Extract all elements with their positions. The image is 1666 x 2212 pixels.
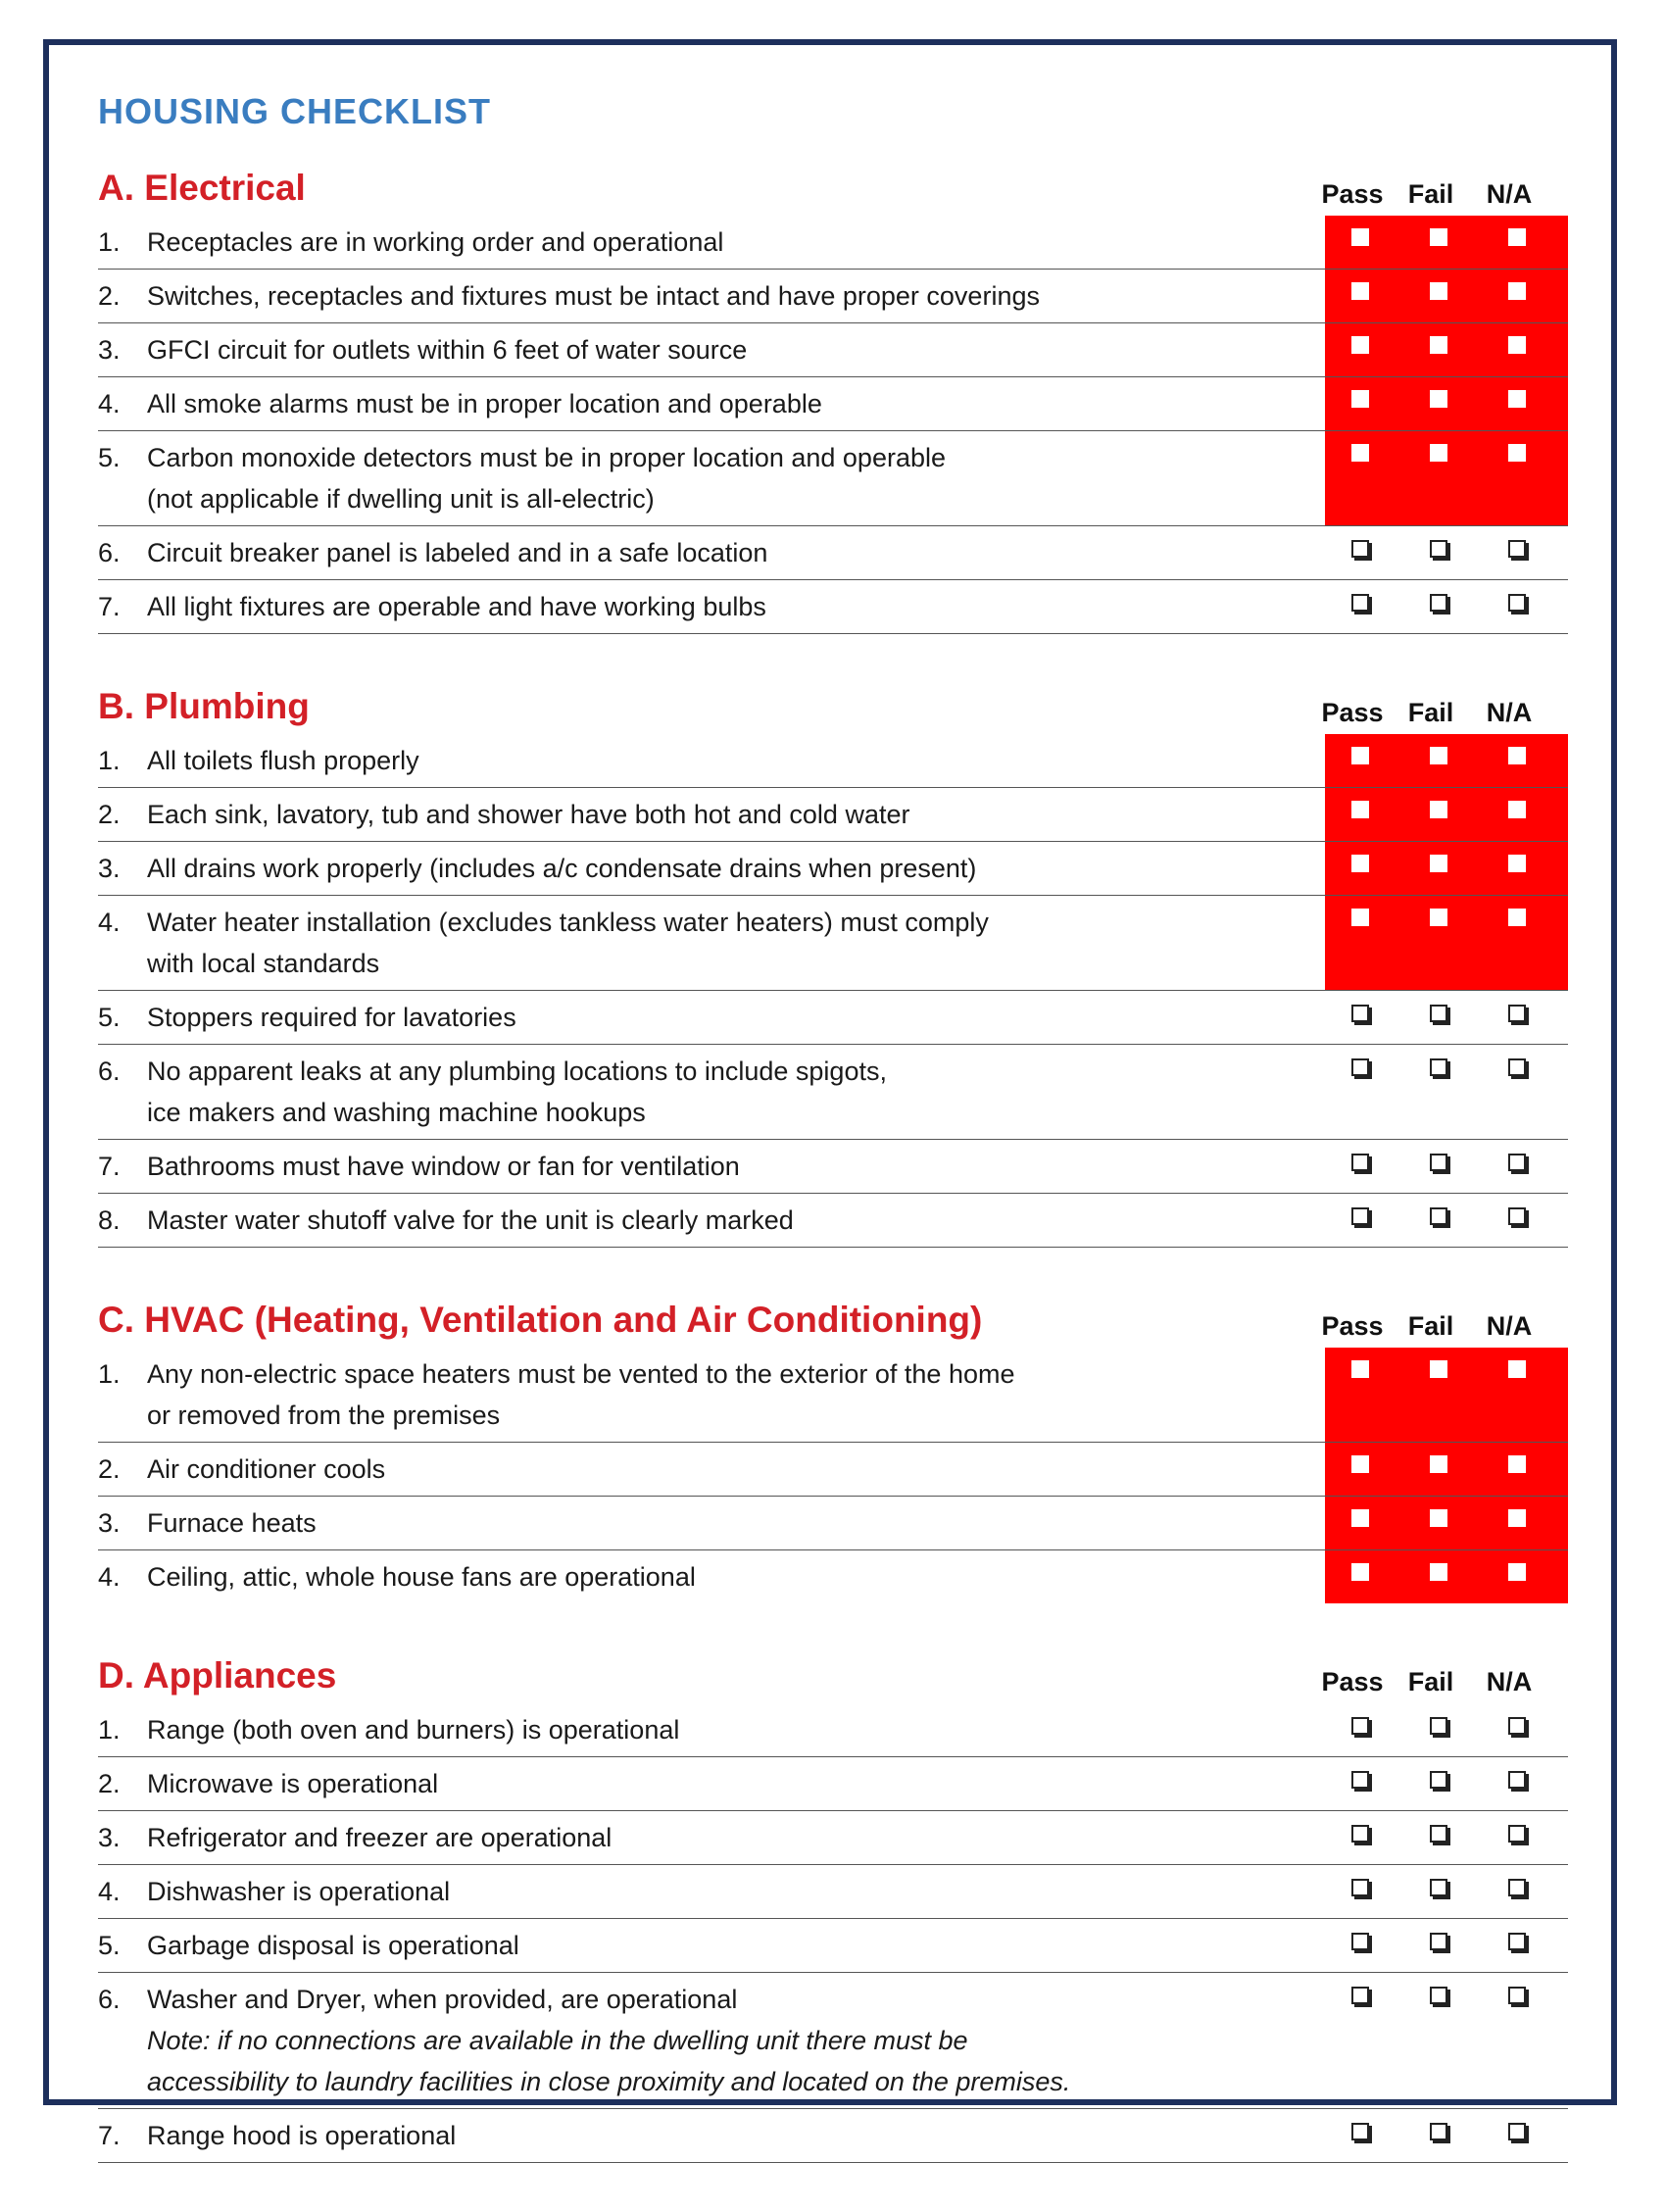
na-checkbox[interactable] [1508, 282, 1526, 300]
required-highlight [1325, 216, 1568, 269]
required-highlight [1325, 1348, 1568, 1442]
fail-checkbox[interactable] [1430, 1879, 1447, 1896]
fail-checkbox[interactable] [1430, 1987, 1447, 2004]
item-text [147, 431, 1127, 525]
fail-checkbox[interactable] [1430, 747, 1447, 764]
item-text [147, 2109, 1127, 2162]
pass-checkbox[interactable] [1351, 1771, 1369, 1789]
item-text-line: Water heater installation (excludes tankless water heaters) must comply [147, 908, 989, 937]
item-text [147, 526, 1127, 579]
na-checkbox[interactable] [1508, 1933, 1526, 1950]
required-highlight [1325, 734, 1568, 787]
column-headers [1321, 1310, 1568, 1342]
item-number: 2. [98, 1769, 121, 1798]
item-text-line: Any non-electric space heaters must be vented to the exterior of the home [147, 1359, 1015, 1389]
na-checkbox[interactable] [1508, 390, 1526, 408]
item-text-line: Carbon monoxide detectors must be in proper location and operable [147, 443, 946, 472]
fail-checkbox[interactable] [1430, 594, 1447, 612]
checkbox-group [1325, 991, 1568, 1044]
item-text-line: Stoppers required for lavatories [147, 1003, 516, 1032]
checkbox-group [1325, 1757, 1568, 1810]
na-checkbox[interactable] [1508, 444, 1526, 462]
na-checkbox[interactable] [1508, 1455, 1526, 1473]
fail-checkbox[interactable] [1430, 1058, 1447, 1076]
item-number: 1. [98, 1715, 121, 1745]
required-highlight [1325, 377, 1568, 430]
pass-checkbox[interactable] [1351, 1563, 1369, 1581]
checklist-row [98, 431, 1568, 526]
item-text [147, 1194, 1127, 1247]
pass-checkbox[interactable] [1351, 1717, 1369, 1735]
required-highlight [1325, 1550, 1568, 1603]
checklist-row [98, 1348, 1568, 1443]
pass-checkbox[interactable] [1351, 2123, 1369, 2140]
fail-checkbox[interactable] [1430, 855, 1447, 872]
fail-checkbox[interactable] [1430, 1154, 1447, 1171]
section-title: B. Plumbing [98, 686, 310, 726]
checklist-row [98, 1703, 1568, 1757]
item-number: 3. [98, 854, 121, 883]
pass-checkbox[interactable] [1351, 1005, 1369, 1022]
item-text [147, 734, 1127, 787]
checklist-row [98, 1811, 1568, 1865]
checklist-row [98, 377, 1568, 431]
item-text [147, 1140, 1127, 1193]
item-text-line: Bathrooms must have window or fan for ventilation [147, 1152, 740, 1181]
fail-checkbox[interactable] [1430, 228, 1447, 246]
required-highlight [1325, 323, 1568, 376]
checklist-section [98, 165, 1568, 634]
section-header [98, 1652, 1568, 1703]
required-highlight [1325, 896, 1568, 990]
column-header-pass: Pass [1321, 698, 1384, 727]
column-headers [1321, 1666, 1568, 1697]
fail-checkbox[interactable] [1430, 390, 1447, 408]
item-text-line: Range hood is operational [147, 2121, 457, 2150]
column-header-pass: Pass [1321, 1311, 1384, 1341]
checklist-row [98, 896, 1568, 991]
fail-checkbox[interactable] [1430, 1771, 1447, 1789]
checklist-document [98, 90, 1568, 2212]
item-text [147, 323, 1127, 376]
item-text-line: or removed from the premises [147, 1401, 501, 1430]
pass-checkbox[interactable] [1351, 801, 1369, 818]
checkbox-group [1325, 526, 1568, 579]
checkbox-group [1325, 1919, 1568, 1972]
item-text [147, 788, 1127, 841]
column-headers [1321, 697, 1568, 728]
item-text-line: GFCI circuit for outlets within 6 feet of water source [147, 335, 748, 365]
item-text-line: All drains work properly (includes a/c condensate drains when present) [147, 854, 977, 883]
item-text-line: Garbage disposal is operational [147, 1931, 519, 1960]
checkbox-group [1325, 1045, 1568, 1139]
na-checkbox[interactable] [1508, 1360, 1526, 1378]
item-text-line: Receptacles are in working order and operational [147, 227, 724, 257]
item-text [147, 842, 1127, 895]
item-text-line: No apparent leaks at any plumbing locations to include spigots, [147, 1057, 887, 1086]
fail-checkbox[interactable] [1430, 1509, 1447, 1527]
item-number: 6. [98, 538, 121, 567]
item-text [147, 1348, 1127, 1442]
column-header-na: N/A [1486, 1311, 1533, 1341]
section-title: D. Appliances [98, 1655, 337, 1696]
na-checkbox[interactable] [1508, 1771, 1526, 1789]
item-number: 5. [98, 1003, 121, 1032]
na-checkbox[interactable] [1508, 855, 1526, 872]
section-header [98, 165, 1568, 216]
item-text [147, 1811, 1127, 1864]
na-checkbox[interactable] [1508, 2123, 1526, 2140]
item-number: 2. [98, 1454, 121, 1484]
checklist-row [98, 1140, 1568, 1194]
item-number: 8. [98, 1205, 121, 1235]
item-number: 2. [98, 281, 121, 311]
item-text-line: Circuit breaker panel is labeled and in a safe location [147, 538, 768, 567]
na-checkbox[interactable] [1508, 1207, 1526, 1225]
checklist-section [98, 683, 1568, 1248]
checklist-row [98, 580, 1568, 634]
item-number: 1. [98, 227, 121, 257]
na-checkbox[interactable] [1508, 1005, 1526, 1022]
item-text-line: All light fixtures are operable and have working bulbs [147, 592, 766, 621]
checklist-row [98, 1443, 1568, 1497]
item-text-line: Furnace heats [147, 1508, 317, 1538]
item-text [147, 377, 1127, 430]
checklist-row [98, 270, 1568, 323]
na-checkbox[interactable] [1508, 1987, 1526, 2004]
item-number: 3. [98, 1823, 121, 1852]
pass-checkbox[interactable] [1351, 1825, 1369, 1843]
pass-checkbox[interactable] [1351, 444, 1369, 462]
checkbox-group [1325, 2109, 1568, 2162]
checklist-section [98, 1297, 1568, 1603]
required-highlight [1325, 788, 1568, 841]
pass-checkbox[interactable] [1351, 1879, 1369, 1896]
checklist-row [98, 2109, 1568, 2163]
required-highlight [1325, 270, 1568, 322]
pass-checkbox[interactable] [1351, 1455, 1369, 1473]
column-header-fail: Fail [1407, 179, 1454, 209]
checklist-row [98, 1194, 1568, 1248]
checkbox-group [1325, 1194, 1568, 1247]
item-text [147, 1973, 1127, 2108]
fail-checkbox[interactable] [1430, 444, 1447, 462]
checkbox-group [1325, 1865, 1568, 1918]
checkbox-group [1325, 580, 1568, 633]
na-checkbox[interactable] [1508, 1154, 1526, 1171]
item-text-line: Air conditioner cools [147, 1454, 386, 1484]
fail-checkbox[interactable] [1430, 336, 1447, 354]
pass-checkbox[interactable] [1351, 336, 1369, 354]
na-checkbox[interactable] [1508, 228, 1526, 246]
checklist-row [98, 1757, 1568, 1811]
fail-checkbox[interactable] [1430, 1563, 1447, 1581]
item-text [147, 896, 1127, 990]
column-header-na: N/A [1486, 698, 1533, 727]
item-number: 5. [98, 443, 121, 472]
checklist-row [98, 216, 1568, 270]
item-text-line: All toilets flush properly [147, 746, 419, 775]
checkbox-group [1325, 1703, 1568, 1756]
checklist-row [98, 1973, 1568, 2109]
checklist-row [98, 842, 1568, 896]
item-number: 5. [98, 1931, 121, 1960]
checkbox-group [1325, 1811, 1568, 1864]
fail-checkbox[interactable] [1430, 1455, 1447, 1473]
item-text-line: Washer and Dryer, when provided, are operational [147, 1985, 738, 2014]
pass-checkbox[interactable] [1351, 1509, 1369, 1527]
item-note-line: Note: if no connections are available in the dwelling unit there must be [147, 2026, 968, 2055]
checklist-row [98, 1865, 1568, 1919]
item-text [147, 1045, 1127, 1139]
pass-checkbox[interactable] [1351, 282, 1369, 300]
item-text [147, 216, 1127, 269]
checklist-section [98, 1652, 1568, 2163]
checklist-row [98, 1919, 1568, 1973]
section-title: A. Electrical [98, 168, 306, 208]
na-checkbox[interactable] [1508, 909, 1526, 926]
column-header-fail: Fail [1407, 1667, 1454, 1696]
pass-checkbox[interactable] [1351, 390, 1369, 408]
item-text-line: Each sink, lavatory, tub and shower have both hot and cold water [147, 800, 910, 829]
item-text-line: Refrigerator and freezer are operational [147, 1823, 612, 1852]
column-header-pass: Pass [1321, 1667, 1384, 1696]
item-number: 1. [98, 1359, 121, 1389]
item-text-line: Ceiling, attic, whole house fans are operational [147, 1562, 696, 1592]
item-number: 4. [98, 908, 121, 937]
fail-checkbox[interactable] [1430, 1005, 1447, 1022]
pass-checkbox[interactable] [1351, 594, 1369, 612]
item-text-line: Dishwasher is operational [147, 1877, 451, 1906]
pass-checkbox[interactable] [1351, 1154, 1369, 1171]
checklist-row [98, 788, 1568, 842]
item-number: 7. [98, 2121, 121, 2150]
item-number: 6. [98, 1057, 121, 1086]
item-text [147, 1919, 1127, 1972]
section-header [98, 1297, 1568, 1348]
na-checkbox[interactable] [1508, 1717, 1526, 1735]
item-text [147, 1497, 1127, 1549]
na-checkbox[interactable] [1508, 801, 1526, 818]
item-number: 3. [98, 1508, 121, 1538]
fail-checkbox[interactable] [1430, 1717, 1447, 1735]
column-header-pass: Pass [1321, 179, 1384, 209]
item-text-line: ice makers and washing machine hookups [147, 1098, 646, 1127]
required-highlight [1325, 842, 1568, 895]
item-text [147, 991, 1127, 1044]
fail-checkbox[interactable] [1430, 540, 1447, 558]
fail-checkbox[interactable] [1430, 909, 1447, 926]
item-text-line: Range (both oven and burners) is operational [147, 1715, 680, 1745]
na-checkbox[interactable] [1508, 1879, 1526, 1896]
fail-checkbox[interactable] [1430, 801, 1447, 818]
item-number: 4. [98, 1877, 121, 1906]
item-text-line: All smoke alarms must be in proper location and operable [147, 389, 822, 418]
item-text [147, 1757, 1127, 1810]
item-number: 7. [98, 592, 121, 621]
na-checkbox[interactable] [1508, 1509, 1526, 1527]
checklist-row [98, 1045, 1568, 1140]
item-text-line: Microwave is operational [147, 1769, 439, 1798]
item-text-line: Switches, receptacles and fixtures must be intact and have proper coverings [147, 281, 1040, 311]
item-text [147, 1703, 1127, 1756]
document-title: HOUSING CHECKLIST [98, 91, 492, 131]
fail-checkbox[interactable] [1430, 1207, 1447, 1225]
item-note-line: accessibility to laundry facilities in close proximity and located on the premises. [147, 2067, 1071, 2096]
column-header-na: N/A [1486, 1667, 1533, 1696]
item-number: 1. [98, 746, 121, 775]
sections-container [98, 165, 1568, 2163]
na-checkbox[interactable] [1508, 594, 1526, 612]
item-text [147, 270, 1127, 322]
na-checkbox[interactable] [1508, 747, 1526, 764]
section-header [98, 683, 1568, 734]
checkbox-group [1325, 1973, 1568, 2108]
fail-checkbox[interactable] [1430, 1933, 1447, 1950]
pass-checkbox[interactable] [1351, 1058, 1369, 1076]
item-text-line: Master water shutoff valve for the unit is clearly marked [147, 1205, 794, 1235]
item-number: 2. [98, 800, 121, 829]
checklist-row [98, 991, 1568, 1045]
fail-checkbox[interactable] [1430, 1360, 1447, 1378]
column-header-fail: Fail [1407, 1311, 1454, 1341]
item-text [147, 580, 1127, 633]
column-headers [1321, 178, 1568, 210]
pass-checkbox[interactable] [1351, 747, 1369, 764]
column-header-na: N/A [1486, 179, 1533, 209]
na-checkbox[interactable] [1508, 540, 1526, 558]
checklist-row [98, 526, 1568, 580]
required-highlight [1325, 431, 1568, 525]
item-text-line: with local standards [147, 949, 380, 978]
pass-checkbox[interactable] [1351, 855, 1369, 872]
pass-checkbox[interactable] [1351, 1360, 1369, 1378]
item-number: 4. [98, 389, 121, 418]
checkbox-group [1325, 1140, 1568, 1193]
na-checkbox[interactable] [1508, 1058, 1526, 1076]
pass-checkbox[interactable] [1351, 1987, 1369, 2004]
fail-checkbox[interactable] [1430, 1825, 1447, 1843]
item-number: 7. [98, 1152, 121, 1181]
na-checkbox[interactable] [1508, 1825, 1526, 1843]
checklist-row [98, 323, 1568, 377]
fail-checkbox[interactable] [1430, 282, 1447, 300]
fail-checkbox[interactable] [1430, 2123, 1447, 2140]
item-text [147, 1865, 1127, 1918]
item-text [147, 1550, 1127, 1603]
required-highlight [1325, 1443, 1568, 1496]
checklist-row [98, 1550, 1568, 1603]
pass-checkbox[interactable] [1351, 1207, 1369, 1225]
checklist-row [98, 1497, 1568, 1550]
pass-checkbox[interactable] [1351, 909, 1369, 926]
column-header-fail: Fail [1407, 698, 1454, 727]
item-number: 3. [98, 335, 121, 365]
item-number: 4. [98, 1562, 121, 1592]
section-title: C. HVAC (Heating, Ventilation and Air Conditioning) [98, 1300, 983, 1340]
pass-checkbox[interactable] [1351, 228, 1369, 246]
na-checkbox[interactable] [1508, 1563, 1526, 1581]
required-highlight [1325, 1497, 1568, 1549]
pass-checkbox[interactable] [1351, 540, 1369, 558]
checklist-row [98, 734, 1568, 788]
item-text [147, 1443, 1127, 1496]
na-checkbox[interactable] [1508, 336, 1526, 354]
item-text-line: (not applicable if dwelling unit is all-electric) [147, 484, 655, 514]
item-number: 6. [98, 1985, 121, 2014]
pass-checkbox[interactable] [1351, 1933, 1369, 1950]
